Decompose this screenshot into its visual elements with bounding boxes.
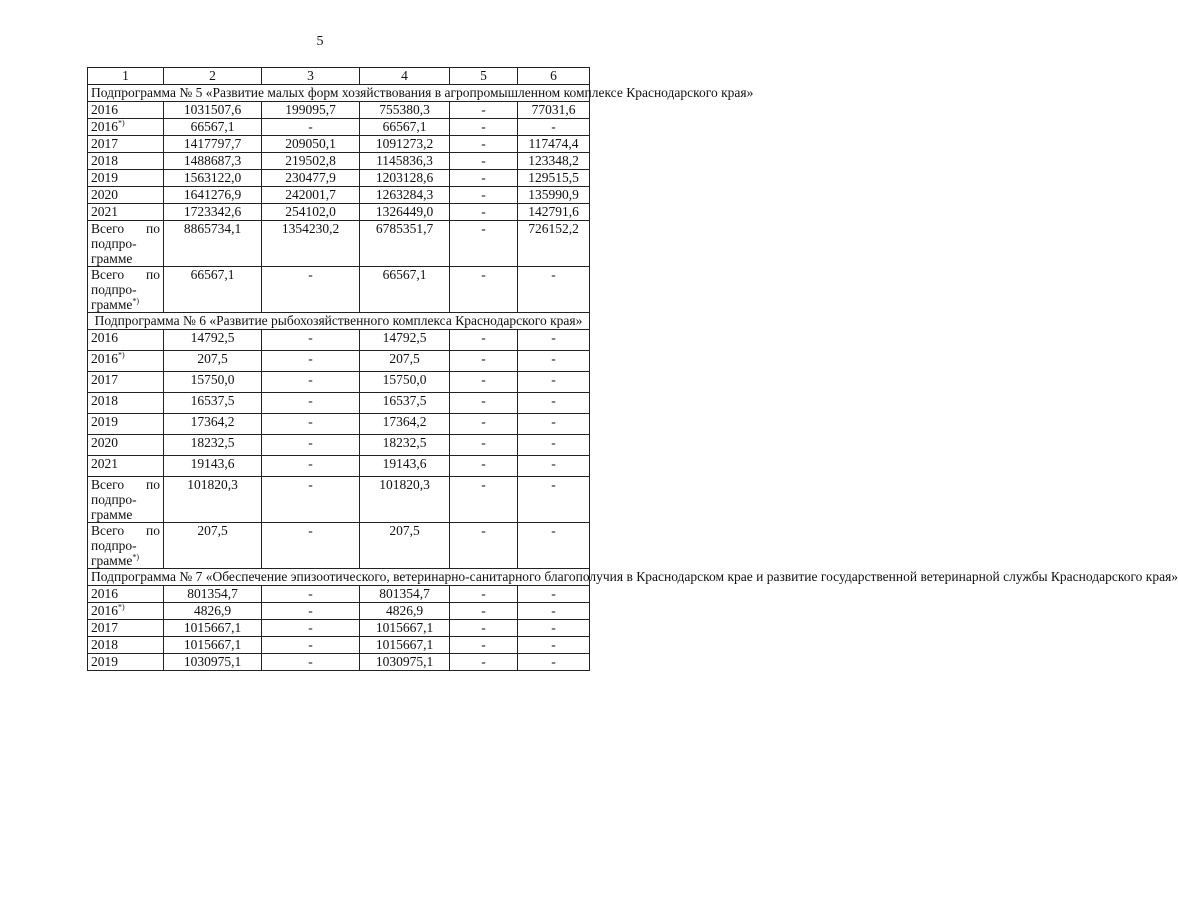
total-value-cell: - (450, 221, 518, 267)
value-cell: - (450, 330, 518, 351)
value-cell: - (450, 435, 518, 456)
value-cell: - (262, 637, 360, 654)
total-row (88, 267, 590, 313)
total-row (88, 221, 590, 267)
value-cell: 755380,3 (360, 102, 450, 119)
value-cell: - (450, 603, 518, 620)
total-value-cell: - (518, 477, 590, 523)
total-value-cell: - (450, 267, 518, 313)
table-row (88, 187, 590, 204)
value-cell: - (262, 620, 360, 637)
year-label: 2016 (91, 102, 118, 117)
value-cell: - (450, 414, 518, 435)
value-cell: 66567,1 (360, 119, 450, 136)
year-cell (88, 204, 164, 221)
value-cell: 801354,7 (164, 586, 262, 603)
value-cell: 4826,9 (164, 603, 262, 620)
year-label: 2016 (91, 330, 118, 345)
value-cell: 1091273,2 (360, 136, 450, 153)
value-cell: - (450, 620, 518, 637)
value-cell: 199095,7 (262, 102, 360, 119)
section-title-row (88, 85, 590, 102)
value-cell: - (518, 603, 590, 620)
year-label: 2016 (91, 586, 118, 601)
value-cell: - (518, 414, 590, 435)
year-label: 2020 (91, 435, 118, 450)
year-label: 2018 (91, 393, 118, 408)
total-value-cell: 8865734,1 (164, 221, 262, 267)
table-row (88, 603, 590, 620)
table-row (88, 654, 590, 671)
table-row (88, 393, 590, 414)
value-cell: - (262, 586, 360, 603)
value-cell: 1723342,6 (164, 204, 262, 221)
total-value-cell: - (262, 523, 360, 569)
page-number: 5 (316, 34, 324, 49)
total-label-word: Всего (91, 477, 125, 492)
value-cell: - (518, 637, 590, 654)
value-cell: - (262, 372, 360, 393)
total-label-word: подпро- (91, 538, 137, 553)
total-value-cell: 726152,2 (518, 221, 590, 267)
year-cell (88, 620, 164, 637)
value-cell: - (262, 414, 360, 435)
value-cell: 16537,5 (164, 393, 262, 414)
value-cell: 17364,2 (360, 414, 450, 435)
year-cell (88, 603, 164, 620)
year-cell (88, 654, 164, 671)
table-row (88, 170, 590, 187)
value-cell: - (450, 204, 518, 221)
total-row (88, 523, 590, 569)
total-value-cell: 101820,3 (360, 477, 450, 523)
column-header: 4 (360, 68, 450, 85)
value-cell: 242001,7 (262, 187, 360, 204)
year-label: 2021 (91, 204, 118, 219)
total-label-word: подпро- (91, 236, 137, 251)
year-label: 2017 (91, 136, 118, 151)
value-cell: 129515,5 (518, 170, 590, 187)
value-cell: - (262, 330, 360, 351)
table-row (88, 456, 590, 477)
year-label: 2016 (91, 351, 118, 366)
table-row (88, 372, 590, 393)
value-cell: - (262, 456, 360, 477)
value-cell: 14792,5 (360, 330, 450, 351)
total-value-cell: 6785351,7 (360, 221, 450, 267)
total-label-word: по (146, 477, 160, 492)
column-header: 1 (88, 68, 164, 85)
value-cell: 18232,5 (164, 435, 262, 456)
column-header: 6 (518, 68, 590, 85)
value-cell: 19143,6 (360, 456, 450, 477)
value-cell: - (450, 102, 518, 119)
total-value-cell: - (450, 523, 518, 569)
value-cell: - (518, 119, 590, 136)
value-cell: - (450, 372, 518, 393)
value-cell: 15750,0 (164, 372, 262, 393)
table-row (88, 119, 590, 136)
year-cell (88, 170, 164, 187)
year-cell (88, 456, 164, 477)
total-label-word: Всего (91, 267, 125, 282)
section-title: Подпрограмма № 5 «Развитие малых форм хозяйствования в агропромышленном комплексе Краснодарского края» (88, 85, 590, 102)
value-cell: 230477,9 (262, 170, 360, 187)
year-cell (88, 330, 164, 351)
value-cell: - (262, 351, 360, 372)
table-row (88, 102, 590, 119)
total-value-cell: 1354230,2 (262, 221, 360, 267)
total-value-cell: 66567,1 (360, 267, 450, 313)
header-row (88, 68, 590, 85)
value-cell: - (518, 393, 590, 414)
value-cell: 1326449,0 (360, 204, 450, 221)
footnote-mark: *) (118, 118, 125, 128)
column-header: 5 (450, 68, 518, 85)
value-cell: 1417797,7 (164, 136, 262, 153)
year-cell (88, 102, 164, 119)
value-cell: 15750,0 (360, 372, 450, 393)
year-label: 2019 (91, 414, 118, 429)
year-cell (88, 136, 164, 153)
value-cell: - (450, 456, 518, 477)
total-value-cell: - (262, 267, 360, 313)
table-row (88, 330, 590, 351)
value-cell: 1015667,1 (360, 637, 450, 654)
section-title-row (88, 569, 590, 586)
year-cell (88, 586, 164, 603)
value-cell: - (518, 456, 590, 477)
section-title: Подпрограмма № 6 «Развитие рыбохозяйственного комплекса Краснодарского края» (88, 313, 590, 330)
year-cell (88, 119, 164, 136)
value-cell: 18232,5 (360, 435, 450, 456)
value-cell: 77031,6 (518, 102, 590, 119)
value-cell: - (262, 393, 360, 414)
value-cell: - (518, 351, 590, 372)
total-label-word: подпро- (91, 282, 137, 297)
value-cell: - (450, 586, 518, 603)
value-cell: 1203128,6 (360, 170, 450, 187)
total-label-word: подпро- (91, 492, 137, 507)
table-row (88, 435, 590, 456)
year-cell (88, 372, 164, 393)
year-label: 2020 (91, 187, 118, 202)
value-cell: - (450, 153, 518, 170)
year-cell (88, 187, 164, 204)
total-label-word: грамме (91, 251, 133, 266)
value-cell: 14792,5 (164, 330, 262, 351)
value-cell: 254102,0 (262, 204, 360, 221)
section-title: Подпрограмма № 7 «Обеспечение эпизоотического, ветеринарно-санитарного благополучия в Краснодарском крае и развитие государственной ветеринарной службы Краснодарского края» (88, 569, 590, 586)
footnote-mark: *) (132, 552, 140, 562)
year-label: 2017 (91, 372, 118, 387)
year-label: 2018 (91, 153, 118, 168)
total-label-word: грамме (91, 297, 133, 312)
table-row (88, 637, 590, 654)
value-cell: - (518, 586, 590, 603)
value-cell: 16537,5 (360, 393, 450, 414)
total-value-cell: 66567,1 (164, 267, 262, 313)
value-cell: 117474,4 (518, 136, 590, 153)
total-value-cell: - (518, 523, 590, 569)
value-cell: - (450, 187, 518, 204)
value-cell: - (262, 654, 360, 671)
value-cell: 66567,1 (164, 119, 262, 136)
year-cell (88, 153, 164, 170)
year-label: 2018 (91, 637, 118, 652)
total-value-cell: 207,5 (360, 523, 450, 569)
total-label-word: по (146, 267, 160, 282)
value-cell: - (262, 435, 360, 456)
value-cell: 207,5 (164, 351, 262, 372)
value-cell: - (518, 620, 590, 637)
value-cell: - (450, 119, 518, 136)
table-row (88, 414, 590, 435)
year-label: 2019 (91, 170, 118, 185)
value-cell: - (450, 654, 518, 671)
column-header: 3 (262, 68, 360, 85)
value-cell: - (262, 119, 360, 136)
footnote-mark: *) (118, 602, 125, 612)
value-cell: - (262, 603, 360, 620)
total-value-cell: - (518, 267, 590, 313)
total-row (88, 477, 590, 523)
total-label-word: Всего (91, 221, 125, 236)
year-cell (88, 393, 164, 414)
value-cell: 1145836,3 (360, 153, 450, 170)
value-cell: - (518, 435, 590, 456)
table-row (88, 351, 590, 372)
value-cell: 19143,6 (164, 456, 262, 477)
value-cell: - (450, 136, 518, 153)
year-cell (88, 414, 164, 435)
year-cell (88, 637, 164, 654)
value-cell: - (518, 372, 590, 393)
total-value-cell: 207,5 (164, 523, 262, 569)
value-cell: 1015667,1 (164, 637, 262, 654)
table-row (88, 586, 590, 603)
total-value-cell: 101820,3 (164, 477, 262, 523)
total-label-word: по (146, 221, 160, 236)
value-cell: 123348,2 (518, 153, 590, 170)
total-label-word: по (146, 523, 160, 538)
value-cell: 1263284,3 (360, 187, 450, 204)
value-cell: - (518, 330, 590, 351)
footnote-mark: *) (132, 296, 140, 306)
value-cell: 142791,6 (518, 204, 590, 221)
value-cell: 17364,2 (164, 414, 262, 435)
total-label (88, 221, 164, 267)
table-row (88, 153, 590, 170)
total-label (88, 477, 164, 523)
footnote-mark: *) (118, 350, 125, 360)
value-cell: 1015667,1 (164, 620, 262, 637)
table-row (88, 136, 590, 153)
year-cell (88, 435, 164, 456)
value-cell: 1488687,3 (164, 153, 262, 170)
budget-table (87, 67, 1178, 671)
value-cell: 1641276,9 (164, 187, 262, 204)
value-cell: 135990,9 (518, 187, 590, 204)
table-row (88, 620, 590, 637)
value-cell: 1015667,1 (360, 620, 450, 637)
year-label: 2017 (91, 620, 118, 635)
year-label: 2016 (91, 119, 118, 134)
year-label: 2021 (91, 456, 118, 471)
value-cell: 1030975,1 (164, 654, 262, 671)
value-cell: 801354,7 (360, 586, 450, 603)
value-cell: - (450, 170, 518, 187)
total-label (88, 267, 164, 313)
value-cell: 1031507,6 (164, 102, 262, 119)
value-cell: - (450, 393, 518, 414)
value-cell: 219502,8 (262, 153, 360, 170)
total-value-cell: - (262, 477, 360, 523)
value-cell: - (450, 637, 518, 654)
value-cell: 209050,1 (262, 136, 360, 153)
year-cell (88, 351, 164, 372)
value-cell: 1563122,0 (164, 170, 262, 187)
value-cell: 4826,9 (360, 603, 450, 620)
value-cell: - (450, 351, 518, 372)
year-label: 2019 (91, 654, 118, 669)
value-cell: - (518, 654, 590, 671)
value-cell: 1030975,1 (360, 654, 450, 671)
value-cell: 207,5 (360, 351, 450, 372)
section-title-row (88, 313, 590, 330)
total-label-word: Всего (91, 523, 125, 538)
column-header: 2 (164, 68, 262, 85)
total-label (88, 523, 164, 569)
total-label-word: грамме (91, 553, 133, 568)
total-value-cell: - (450, 477, 518, 523)
year-label: 2016 (91, 603, 118, 618)
total-label-word: грамме (91, 507, 133, 522)
table-row (88, 204, 590, 221)
